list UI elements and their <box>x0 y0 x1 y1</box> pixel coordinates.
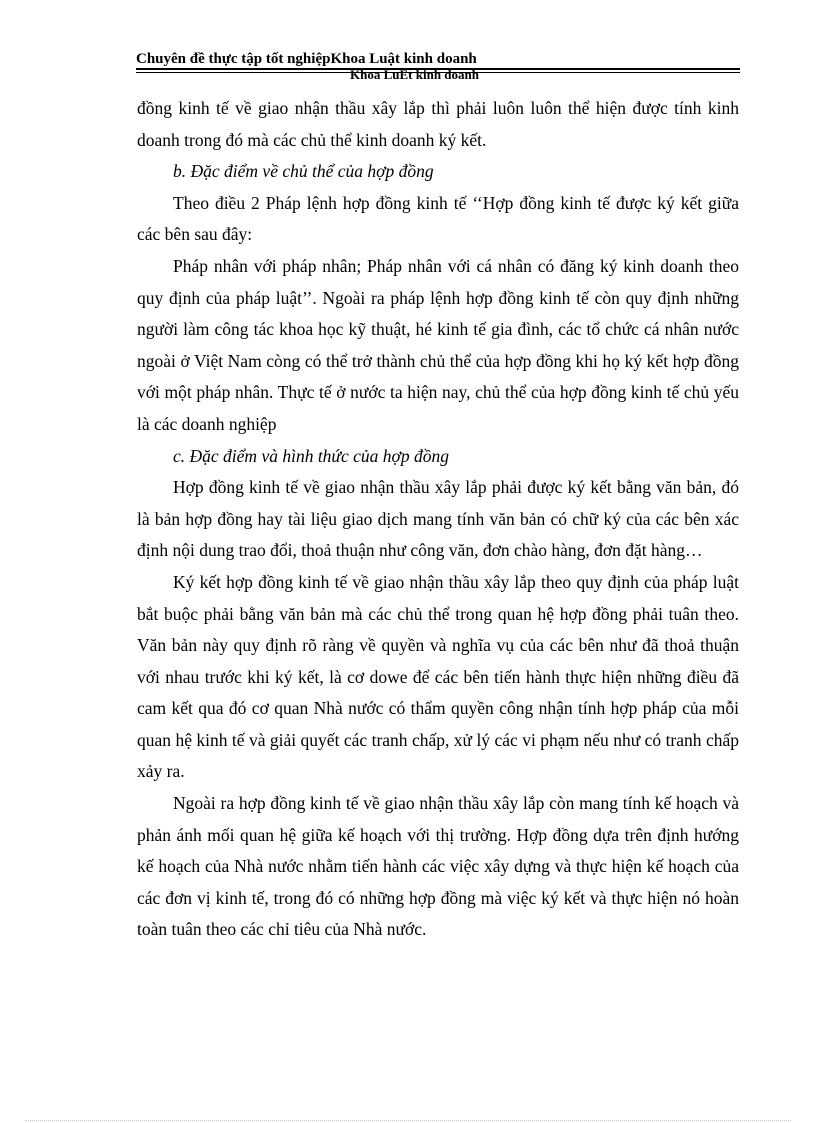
paragraph: Pháp nhân với pháp nhân; Pháp nhân với cá nhân có đăng ký kinh doanh theo quy định của pháp luật’’. Ngoài ra pháp lệnh hợp đồng kinh tế còn quy định những người làm công tác khoa học kỹ thuật, hé kinh tế gia đình, các tổ chức cá nhân nước ngoài ở Việt Nam còng có thể trở thành chủ thể của hợp đồng khi họ ký kết hợp đồng với một pháp nhân. Thực tế ở nước ta hiện nay, chủ thể của hợp đồng kinh tế chủ yếu là các doanh nghiệp <box>137 255 739 434</box>
section-heading-c: c. Đặc điểm và hình thức của hợp đồng <box>173 445 449 466</box>
paragraph: Ngoài ra hợp đồng kinh tế về giao nhận thầu xây lắp còn mang tính kế hoạch và phản ánh mối quan hệ giữa kế hoạch với thị trường. Hợp đồng dựa trên định hướng kế hoạch của Nhà nước nhằm tiến hành các việc xây dựng và thực hiện kế hoạch của các đơn vị kinh tế, trong đó có những hợp đồng mà việc ký kết và thực hiện nó hoàn toàn tuân theo các chỉ tiêu của Nhà nước. <box>137 793 739 940</box>
document-body <box>137 93 739 946</box>
section-heading-b: b. Đặc điểm về chủ thể của hợp đồng <box>173 161 434 182</box>
page-header <box>136 50 740 82</box>
header-title: Chuyên đề thực tập tốt nghiệpKhoa Luật kinh doanh <box>136 51 477 67</box>
header-subtitle: Khoa LuËt kinh doanh <box>350 67 479 82</box>
paragraph: Ký kết hợp đồng kinh tế về giao nhận thầu xây lắp theo quy định của pháp luật bắt buộc phải bằng văn bản mà các chủ thể trong quan hệ hợp đồng phải tuân theo. Văn bản này quy định rõ ràng về quyền và nghĩa vụ của các bên như đã thoả thuận với nhau trước khi ký kết, là cơ dowe để các bên tiến hành thực hiện những điều đã cam kết qua đó cơ quan Nhà nước có thẩm quyền công nhận tính hợp pháp của mỗi quan hệ kinh tế và giải quyết các tranh chấp, xử lý các vi phạm nếu như có tranh chấp xảy ra. <box>137 571 739 782</box>
paragraph: Theo điều 2 Pháp lệnh hợp đồng kinh tế ‘‘Hợp đồng kinh tế được ký kết giữa các bên sau đây: <box>137 192 739 245</box>
page-bottom-divider <box>25 1120 791 1121</box>
paragraph-continuation: đồng kinh tế về giao nhận thầu xây lắp thì phải luôn luôn thể hiện được tính kinh doanh trong đó mà các chủ thể kinh doanh ký kết. <box>137 98 739 150</box>
paragraph: Hợp đồng kinh tế về giao nhận thầu xây lắp phải được ký kết bằng văn bản, đó là bản hợp đồng hay tài liệu giao dịch mang tính văn bản có chữ ký của các bên xác định nội dung trao đổi, thoả thuận như công văn, đơn chào hàng, đơn đặt hàng… <box>137 477 739 561</box>
